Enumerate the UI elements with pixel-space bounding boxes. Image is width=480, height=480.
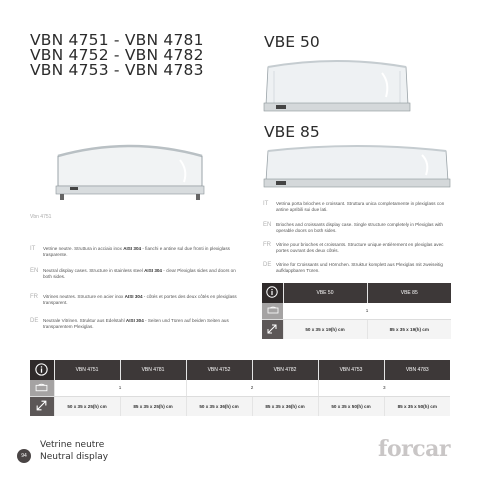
model-header: VBN 4781 <box>120 360 186 380</box>
info-cell <box>262 283 283 303</box>
desc-text: Neutrale Vitrinen. Struktur aus Edelstahl AISI 304 - Seiten und Türen auf beiden Seiten aus transparentem Plexiglas. <box>43 318 229 329</box>
dims-value: 85 x 35 x 36(h) cm <box>252 396 318 416</box>
table-header-row <box>30 360 450 380</box>
lang-code: IT <box>263 201 269 207</box>
group-value: 2 <box>186 380 318 396</box>
title-line-3: VBN 4753 - VBN 4783 <box>30 61 204 79</box>
image-caption: Vbn 4751 <box>30 214 52 220</box>
dims-value: 85 x 35 x 50(h) cm <box>384 396 450 416</box>
page-number: 94 <box>17 449 31 463</box>
vbe-spec-table <box>262 283 451 339</box>
vbe85-title: VBE 85 <box>264 123 320 141</box>
vbn-desc-fr <box>30 294 245 306</box>
vbe-desc-it <box>263 201 453 213</box>
resize-arrows-icon <box>266 323 278 335</box>
desc-text: Neutral display cases. Structure in stainless steel AISI 304 - clear Plexiglas sides and doors on both sides. <box>43 268 236 279</box>
model-header: VBN 4783 <box>384 360 450 380</box>
table-header-row <box>262 283 451 303</box>
lang-code: FR <box>30 294 38 300</box>
vbn-desc-de <box>30 318 245 330</box>
material-spec: AISI 304 <box>125 318 144 323</box>
group-value: 1 <box>283 303 451 319</box>
desc-text: Vetrine neutre. Struttura in acciaio inox AISI 304 - fianchi e antine sul due fronti in plexiglass trasparente. <box>43 246 230 257</box>
title-line-1: VBN 4751 - VBN 4781 <box>30 31 204 49</box>
footer-line-2: Neutral display <box>40 452 109 462</box>
table-row <box>262 303 451 319</box>
vbe50-title: VBE 50 <box>264 33 320 51</box>
info-cell <box>30 360 54 380</box>
model-header: VBN 4751 <box>54 360 120 380</box>
group-cell <box>30 380 54 396</box>
desc-text: Vitrine pour brioches et croissants. Structure unique entièrement en plexiglas avec portes ouvrant des deux côtés. <box>276 242 444 253</box>
model-header: VBN 4752 <box>186 360 252 380</box>
vbe85-display-case-image <box>262 139 452 191</box>
dims-value: 50 x 35 x 19(h) cm <box>283 319 367 339</box>
dims-value: 85 x 35 x 25(h) cm <box>120 396 186 416</box>
vbn-spec-table <box>30 360 450 416</box>
desc-text: Brioches and croissants display case. Single structure completely in Plexiglas with operable doors on both sides. <box>276 222 443 233</box>
vbn-desc-en <box>30 268 245 280</box>
desc-text: Vitrine für Croissants und Hörnchen. Struktur komplett aus Plexiglas mit zweiseitig aufklappbaren Türen. <box>276 262 443 273</box>
dims-cell <box>262 319 283 339</box>
resize-arrows-icon <box>35 399 48 412</box>
dims-value: 85 x 35 x 19(h) cm <box>367 319 451 339</box>
lang-code: DE <box>30 318 39 324</box>
vbe50-display-case-image <box>262 53 412 115</box>
info-icon <box>266 286 278 298</box>
lang-code: IT <box>30 246 36 252</box>
material-spec: AISI 304 <box>144 268 162 273</box>
dims-value: 50 x 35 x 36(h) cm <box>186 396 252 416</box>
dims-value: 50 x 35 x 25(h) cm <box>54 396 120 416</box>
table-row <box>262 319 451 339</box>
lang-code: FR <box>263 242 271 248</box>
page-title <box>30 33 204 78</box>
table-row <box>30 396 450 416</box>
info-icon <box>35 363 48 376</box>
tray-icon <box>35 383 48 392</box>
group-cell <box>262 303 283 319</box>
footer-line-1: Vetrine neutre <box>40 440 105 450</box>
material-spec: AISI 304 <box>124 294 143 299</box>
vbe-desc-en <box>263 222 453 234</box>
brand-logo: forcar <box>378 436 450 462</box>
vbn-desc-it <box>30 246 245 258</box>
table-row <box>30 380 450 396</box>
vbn4751-display-case-image <box>50 130 210 206</box>
vbe-desc-de <box>263 262 453 274</box>
material-spec: AISI 304 <box>123 246 142 251</box>
title-line-2: VBN 4752 - VBN 4782 <box>30 46 204 64</box>
model-header: VBN 4753 <box>318 360 384 380</box>
model-header: VBN 4782 <box>252 360 318 380</box>
model-header: VBE 50 <box>283 283 367 303</box>
dims-value: 50 x 35 x 50(h) cm <box>318 396 384 416</box>
lang-code: EN <box>30 268 39 274</box>
group-value: 3 <box>318 380 450 396</box>
group-value: 1 <box>54 380 186 396</box>
tray-icon <box>267 306 279 314</box>
desc-text: Vetrina porta brioches e croissant. Struttura unica completamente in plexiglass con antine apribili sui due lati. <box>276 201 445 212</box>
dims-cell <box>30 396 54 416</box>
lang-code: DE <box>263 262 272 268</box>
model-header: VBE 85 <box>367 283 451 303</box>
lang-code: EN <box>263 222 272 228</box>
vbe-desc-fr <box>263 242 453 254</box>
desc-text: Vitrines neutres. Structure en acier inox AISI 304 - côtés et portes des deux côtés en plexiglass transparent. <box>43 294 237 305</box>
